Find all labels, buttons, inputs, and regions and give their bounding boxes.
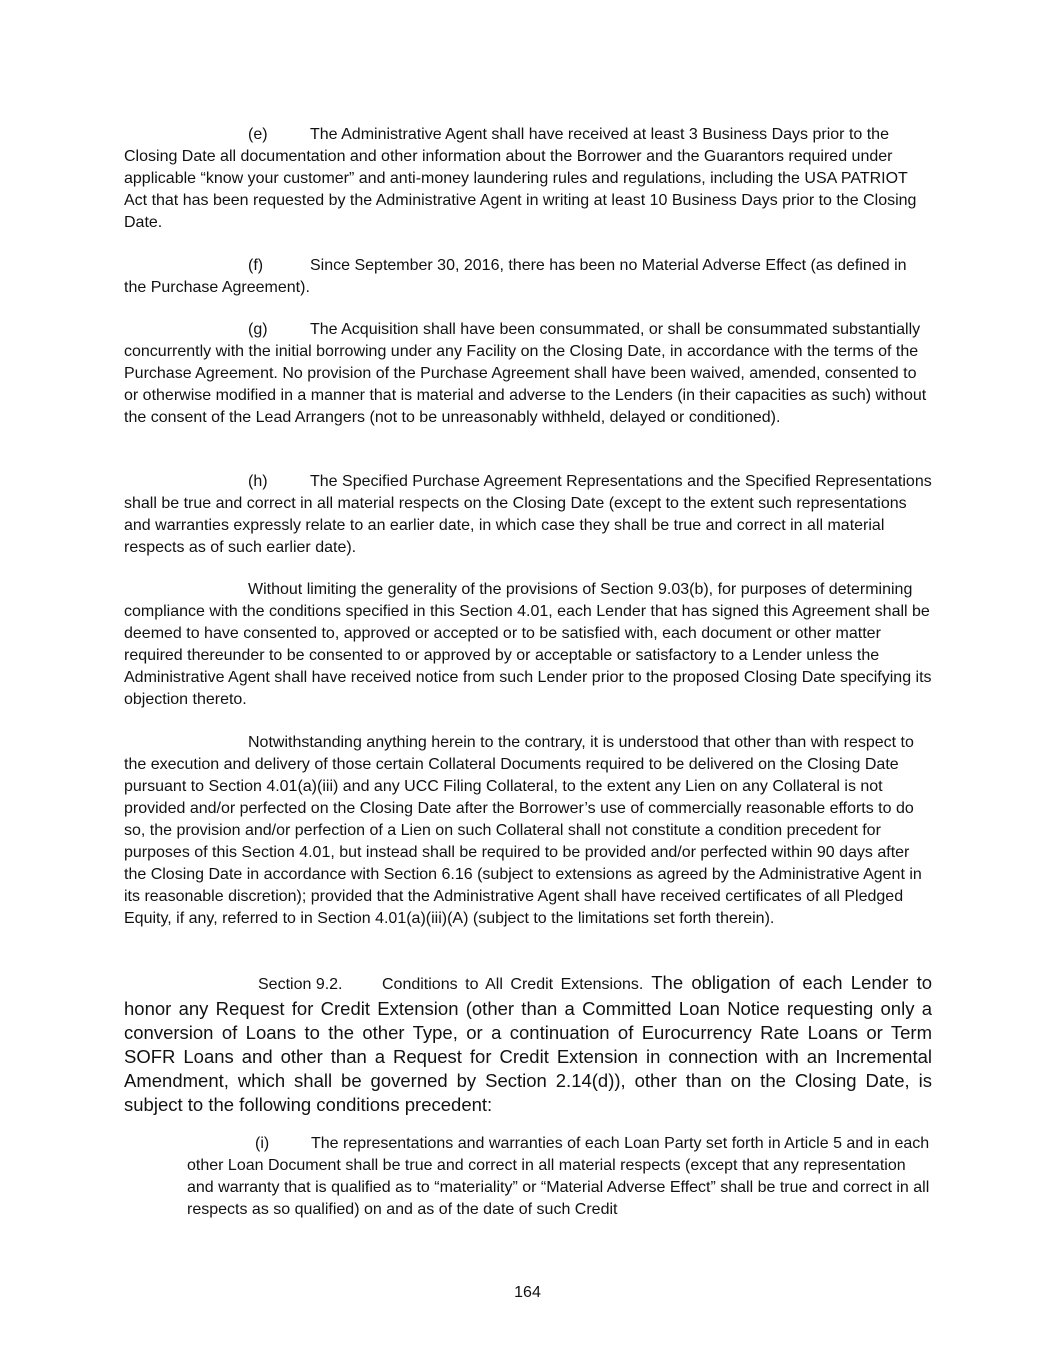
paragraph-label: (f): [248, 257, 264, 274]
paragraph-g: [124, 319, 932, 429]
paragraph-text: Notwithstanding anything herein to the contrary, it is understood that other than with respect to the execution and delivery of those certain Collateral Documents required to be delivered on the Closing Date pursuant to Section 4.01(a)(iii) and any UCC Filing Collateral, to the extent any Lien on any Collateral is not provided and/or perfected on the Closing Date after the Borrower’s use of commercially reasonable efforts to do so, the provision and/or perfection of a Lien on such Collateral shall not constitute a condition precedent for purposes of this Section 4.01, but instead shall be required to be provided and/or perfected within 90 days after the Closing Date in accordance with Section 6.16 (subject to extensions as agreed by the Administrative Agent in its reasonable discretion); provided that the Administrative Agent shall have received certificates of all Pledged Equity, if any, referred to in Section 4.01(a)(iii)(A) (subject to the limitations set forth therein).: [124, 734, 922, 927]
section-number: Section 9.2.: [258, 976, 343, 993]
section-9-2: [124, 971, 932, 1117]
paragraph-text: The Specified Purchase Agreement Representations and the Specified Representations shall be true and correct in all material respects on the Closing Date (except to the extent such representations and warranties expressly relate to an earlier date, in which case they shall be true and correct in all material respects as of such earlier date).: [124, 473, 932, 556]
subsection-i: [187, 1133, 932, 1221]
section-text: The obligation of each Lender to honor any Request for Credit Extension (other than a Committed Loan Notice requesting only a conversion of Loans to the other Type, or a continuation of Eurocurrency Rate Loans or Term SOFR Loans and other than a Request for Credit Extension in connection with an Incremental Amendment, which shall be governed by Section 2.14(d)), other than on the Closing Date, is subject to the following conditions precedent:: [124, 972, 933, 1115]
paragraph-text: The Administrative Agent shall have received at least 3 Business Days prior to the Closing Date all documentation and other information about the Borrower and the Guarantors required under applicable “know your customer” and anti-money laundering rules and regulations, including the USA PATRIOT Act that has been requested by the Administrative Agent in writing at least 10 Business Days prior to the Closing Date.: [124, 126, 917, 231]
paragraph-e: [124, 124, 932, 234]
paragraph-label: (h): [248, 473, 268, 490]
subsection-label: (i): [255, 1135, 270, 1152]
paragraph-without-limiting: [124, 579, 932, 711]
paragraph-label: (e): [248, 126, 268, 143]
section-title: Conditions to All Credit Extensions.: [382, 976, 644, 993]
paragraph-text: Without limiting the generality of the provisions of Section 9.03(b), for purposes of determining compliance with the conditions specified in this Section 4.01, each Lender that has signed this Agreement shall be deemed to have consented to, approved or accepted or to be satisfied with, each document or other matter required thereunder to be consented to or approved by or acceptable or satisfactory to a Lender unless the Administrative Agent shall have received notice from such Lender prior to the proposed Closing Date specifying its objection thereto.: [124, 581, 932, 708]
paragraph-text: Since September 30, 2016, there has been no Material Adverse Effect (as defined in the Purchase Agreement).: [124, 257, 907, 296]
paragraph-notwithstanding: [124, 732, 932, 930]
subsection-text: The representations and warranties of each Loan Party set forth in Article 5 and in each other Loan Document shall be true and correct in all material respects (except that any representation and warranty that is qualified as to “materiality” or “Material Adverse Effect” shall be true and correct in all respects as so qualified) on and as of the date of such Credit: [187, 1135, 930, 1218]
paragraph-text: The Acquisition shall have been consummated, or shall be consummated substantially concurrently with the initial borrowing under any Facility on the Closing Date, in accordance with the terms of the Purchase Agreement. No provision of the Purchase Agreement shall have been waived, amended, consented to or otherwise modified in a manner that is material and adverse to the Lenders (in their capacities as such) without the consent of the Lead Arrangers (not to be unreasonably withheld, delayed or conditioned).: [124, 321, 927, 426]
paragraph-f: [124, 255, 932, 299]
paragraph-label: (g): [248, 321, 268, 338]
paragraph-h: [124, 471, 932, 559]
page-number: 164: [514, 1284, 541, 1301]
